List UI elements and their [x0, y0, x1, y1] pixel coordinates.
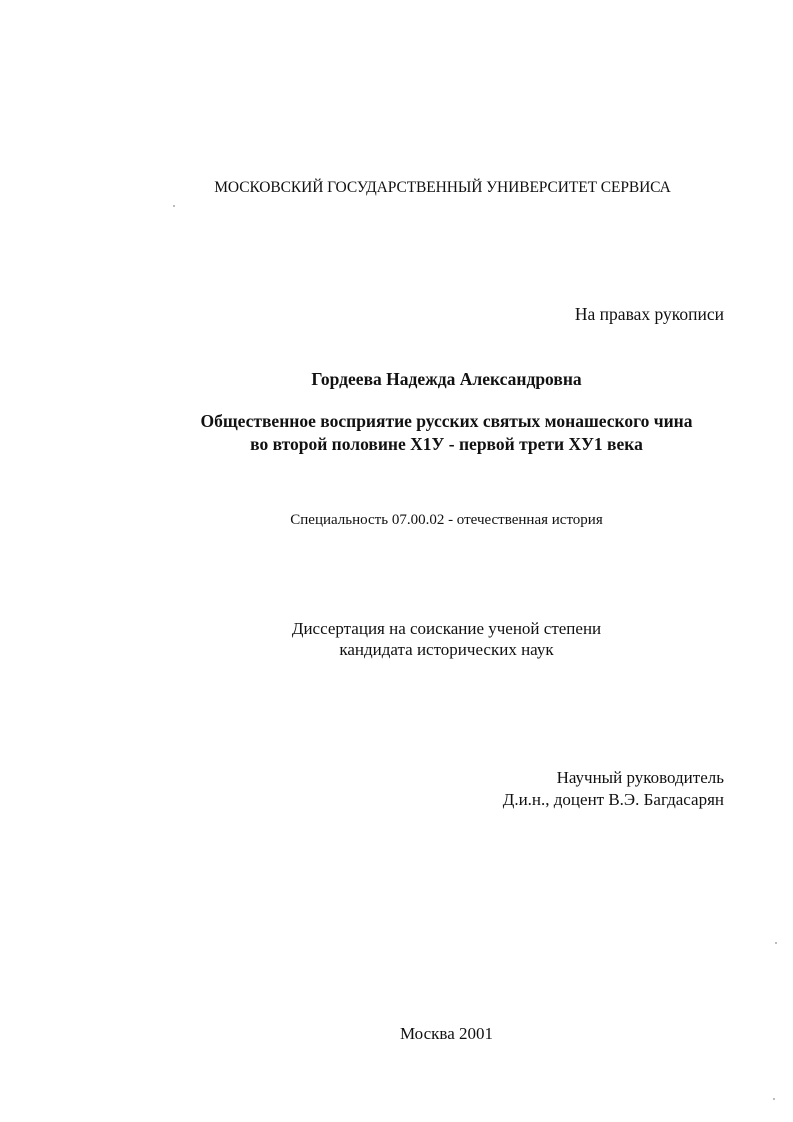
university-name: МОСКОВСКИЙ ГОСУДАРСТВЕННЫЙ УНИВЕРСИТЕТ СЕРВИСА	[214, 179, 671, 196]
scan-speck	[773, 1098, 775, 1100]
scan-speck	[173, 205, 175, 207]
specialty: Специальность 07.00.02 - отечественная история	[290, 512, 603, 528]
degree-line-2: кандидата исторических наук	[339, 640, 554, 659]
manuscript-note: На правах рукописи	[574, 304, 724, 324]
dissertation-title-line-2: во второй половине Х1У - первой трети ХУ1 века	[250, 434, 643, 454]
degree-line-1: Диссертация на соискание ученой степени	[291, 619, 602, 638]
city-year: Москва 2001	[399, 1024, 494, 1043]
dissertation-title-line-1: Общественное восприятие русских святых монашеского чина	[200, 411, 693, 431]
scan-speck	[775, 942, 777, 944]
supervisor-name: Д.и.н., доцент В.Э. Багдасарян	[502, 790, 724, 809]
supervisor-label: Научный руководитель	[556, 768, 724, 787]
author-name: Гордеева Надежда Александровна	[311, 369, 582, 389]
